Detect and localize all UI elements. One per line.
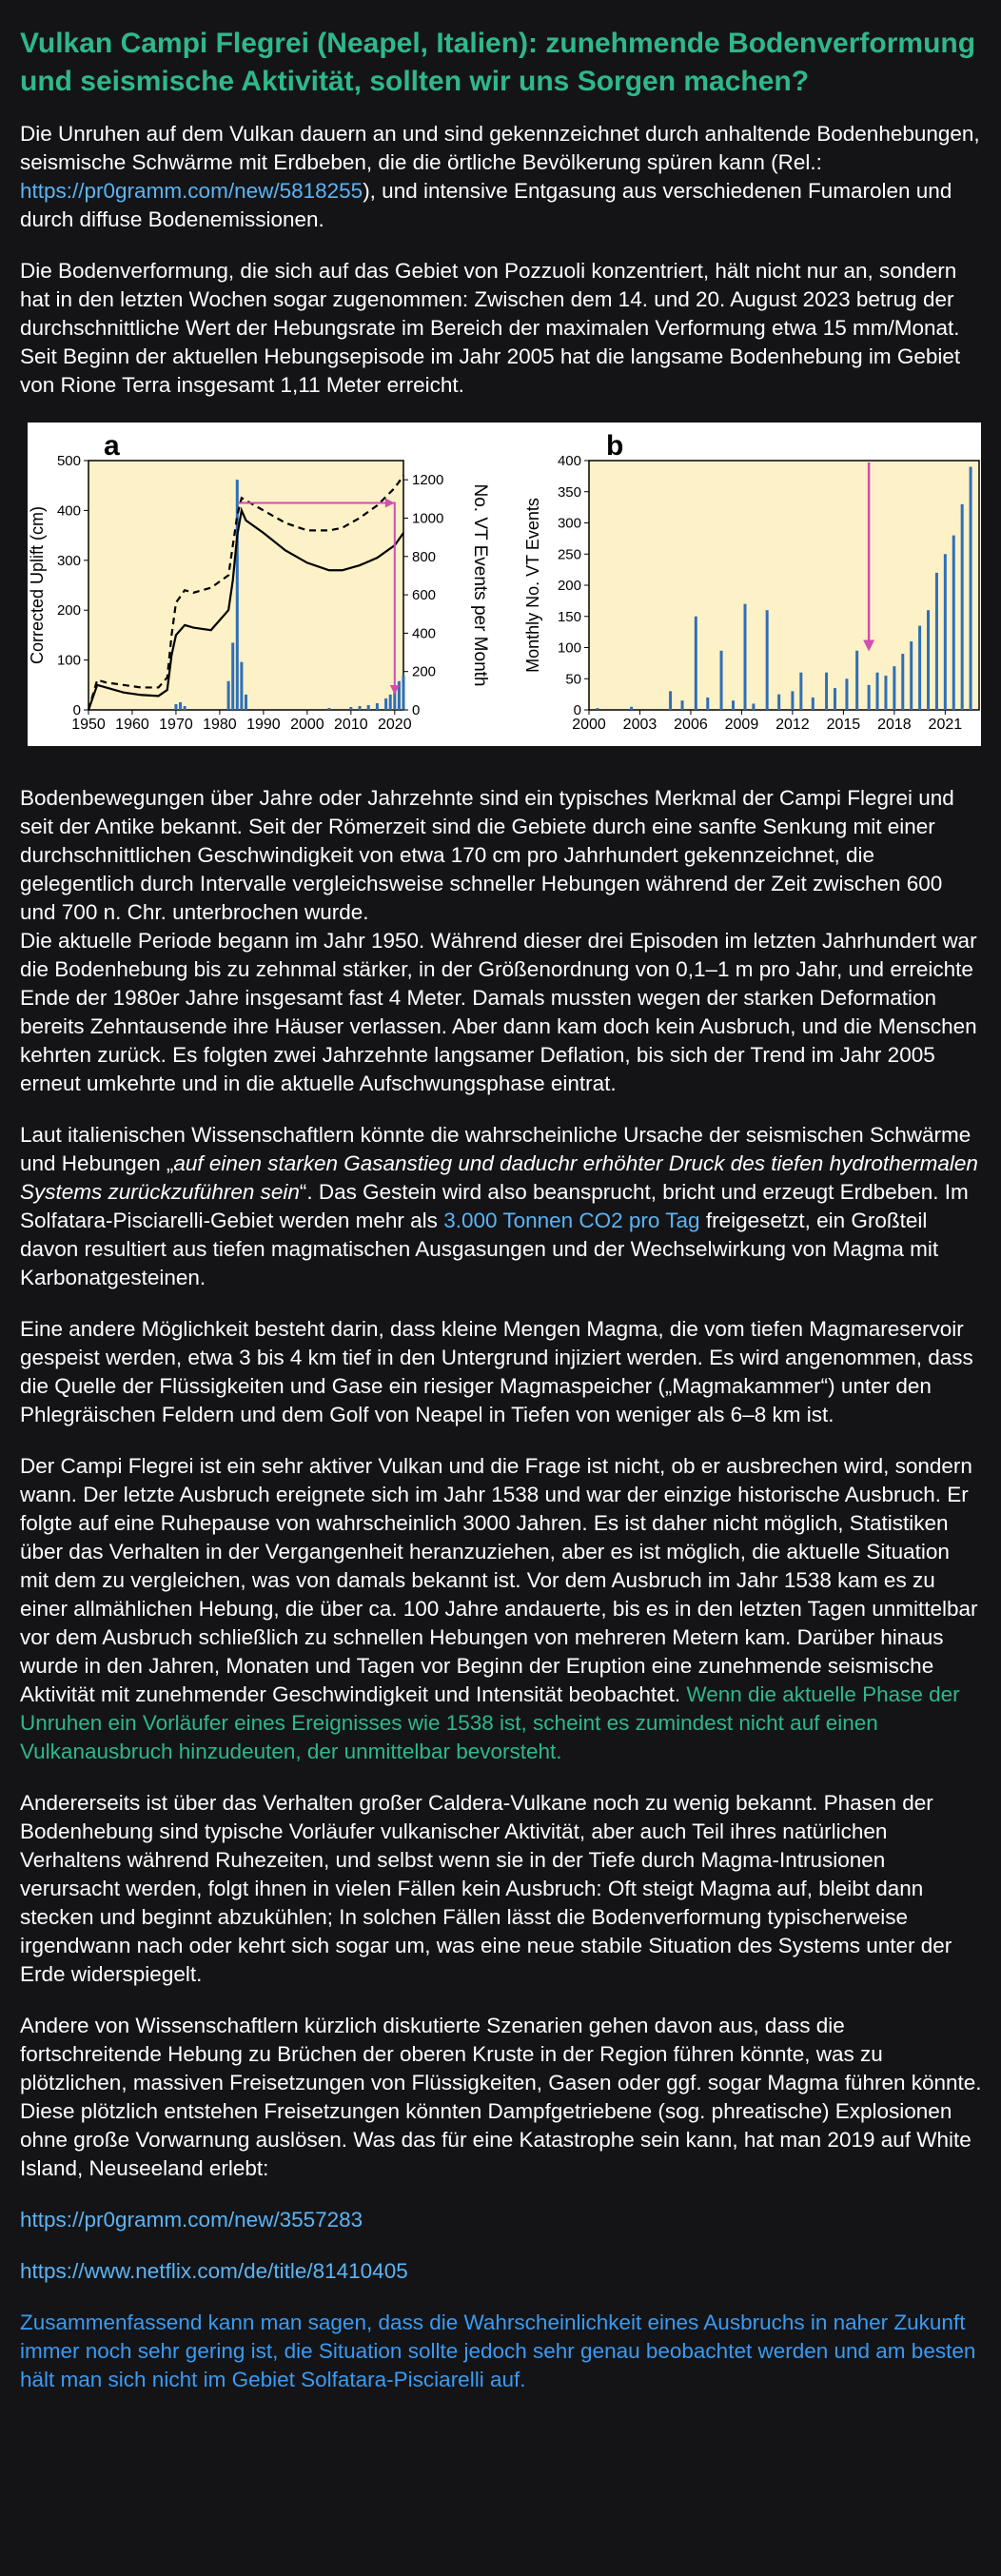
panel-a-y2-axis-label: No. VT Events per Month: [470, 483, 490, 687]
paragraph-7-text: Der Campi Flegrei ist ein sehr aktiver Vulkan und die Frage ist nicht, ob er ausbrechen wird, sondern wann. Der letzte Ausbruch ereignete sich im Jahr 1538 und war der einzige historische Ausbruch. Er folgte auf eine Ruhepause von wahrscheinlich 3000 Jahren. Es ist daher nicht möglich, Statistiken über das Verhalten in der Vergangenheit heranzuziehen, aber es ist möglich, die aktuelle Situation mit dem zu vergleichen, was von damals bekannt ist. Vor dem Ausbruch im Jahr 1538 kam es zu einer allmählichen Hebung, die über ca. 100 Jahre andauerte, bis es in den letzten Tagen unmittelbar vor dem Ausbruch schließlich zu schnellen Hebungen von mehreren Metern kam. Darüber hinaus wurde in den Jahren, Monaten und Tagen vor Beginn der Eruption eine zunehmende seismische Aktivität mit zunehmender Geschwindigkeit und Intensität beobachtet.: [20, 1454, 978, 1706]
panel-a-bar: [367, 705, 370, 710]
paragraph-9: Andere von Wissenschaftlern kürzlich diskutierte Szenarien gehen davon aus, dass die fortschreitende Hebung zu Brüchen der oberen Kruste in der Region führen könnte, was zu plötzlichen, massiven Freisetzungen von Flüssigkeiten, Gasen oder ggf. sogar Magma führen könnte. Diese plötzlich entstehen Freisetzungen könnten Dampfgetriebene (sog. phreatische) Explosionen ohne große Vorwarnung auslösen. Was das für eine Katastrophe sein kann, hat man 2019 auf White Island, Neuseeland erlebt:: [20, 2014, 982, 2180]
panel-a-y-tick-label: 500: [56, 453, 81, 469]
panel-b-y-tick-label: 250: [557, 546, 581, 563]
source-link[interactable]: https://pr0gramm.com/new/5818255: [20, 179, 363, 203]
panel-a-bar: [227, 681, 230, 710]
paragraph-5-middle: “. Das Gestein wird also beansprucht, bricht und erzeugt Erdbeben. Im Solfatara-Pisciarelli-Gebiet werden mehr als: [20, 1180, 969, 1232]
panel-b-bar: [910, 641, 913, 710]
panel-a-bar: [402, 676, 405, 710]
panel-a-bar: [349, 707, 352, 710]
conclusion: Zusammenfassend kann man sagen, dass die Wahrscheinlichkeit eines Ausbruchs in naher Zukunft immer noch sehr gering ist, die Situation sollte jedoch sehr genau beobachtet werden und am besten hält man sich nicht im Gebiet Solfatara-Pisciarelli auf.: [20, 2311, 976, 2391]
panel-b-bar: [777, 695, 780, 710]
panel-b-bar: [812, 698, 815, 710]
panel-b-x-tick-label: 2015: [826, 717, 861, 733]
panel-b-bar: [927, 610, 930, 710]
paragraph-5-end: freigesetzt, ein Großteil davon resultiert aus tiefen magmatischen Ausgasungen und der Wechselwirkung von Magma mit Karbonatgesteinen.: [20, 1209, 939, 1289]
panel-a-x-tick-label: 1960: [115, 717, 149, 733]
panel-a-y2-tick-label: 600: [412, 587, 437, 604]
panel-a-bar: [184, 706, 186, 710]
panel-b-x-tick-label: 2009: [724, 717, 759, 733]
panel-b-bar: [720, 651, 723, 710]
panel-b-bar: [791, 691, 794, 710]
panel-a-y-tick-label: 200: [56, 602, 81, 619]
panel-b-bar: [868, 685, 871, 710]
co2-link[interactable]: 3.000 Tonnen CO2 pro Tag: [443, 1209, 700, 1232]
panel-a-bar: [174, 704, 177, 710]
url-paragraph-1: [20, 2206, 982, 2234]
panel-b-bar: [876, 673, 879, 710]
url-paragraph-2: [20, 2257, 982, 2286]
panel-a-y2-tick-label: 200: [412, 663, 437, 680]
figure-svg: [28, 423, 981, 746]
paragraph-4: Die aktuelle Periode begann im Jahr 1950. Während dieser drei Episoden im letzten Jahrhundert war die Bodenhebung bis zu zehnmal stärker, in der Größenordnung von 0,1–1 m pro Jahr, und erreichte Ende der 1980er Jahre insgesamt fast 4 Meter. Damals mussten wegen der starken Deformation bereits Zehntausende ihre Häuser verlassen. Aber dann kam doch kein Ausbruch, und die Menschen kehrten zurück. Es folgten zwei Jahrzehnte langsamer Deflation, bis sich der Trend im Jahr 2005 erneut umkehrte und in die aktuelle Aufschwungsphase eintrat.: [20, 929, 977, 1095]
panel-a-bar: [376, 703, 379, 710]
paragraph-7-highlight: Wenn die aktuelle Phase der Unruhen ein Vorläufer eines Ereignisses wie 1538 ist, scheint es zumindest nicht auf einen Vulkanausbruch hinzudeuten, der unmittelbar bevorsteht.: [20, 1682, 960, 1763]
panel-b-bar: [681, 700, 684, 710]
panel-b-y-tick-label: 150: [557, 608, 581, 625]
panel-a-bar: [327, 708, 330, 710]
panel-a-bar: [179, 702, 182, 710]
panel-b-y-axis-label: Monthly No. VT Events: [523, 498, 542, 673]
panel-b-bar: [918, 626, 921, 710]
paragraph-7: [20, 1452, 982, 1766]
panel-b-x-tick-label: 2006: [674, 717, 708, 733]
panel-a-x-tick-label: 2000: [290, 717, 324, 733]
panel-b-bar: [799, 673, 802, 710]
panel-b-bar: [596, 708, 599, 710]
paragraph-8: Andererseits ist über das Verhalten großer Caldera-Vulkane noch zu wenig bekannt. Phasen der Bodenhebung sind typische Vorläufer vulkanischer Aktivität, aber auch Teil ihres natürlichen Verhaltens während Ruhezeiten, und selbst wenn sie in der Tiefe durch Magma-Intrusionen verursacht werden, folgt ihnen in vielen Fällen kein Ausbruch: Oft steigt Magma auf, bleibt dann stecken und beginnt abzukühlen; In solchen Fällen lässt die Bodenverformung typischerweise irgendwann nach oder kehrt sich sogar um, was eine neue stabile Situation des Systems unter der Erde widerspiegelt.: [20, 1791, 952, 1986]
panel-b-bar: [961, 504, 964, 710]
netflix-link[interactable]: https://www.netflix.com/de/title/81410405: [20, 2259, 408, 2283]
panel-b-y-tick-label: 350: [557, 483, 581, 501]
panel-a-bar: [240, 662, 243, 710]
panel-b-x-tick-label: 2018: [877, 717, 912, 733]
paragraph-5-quote: auf einen starken Gasanstieg und daduchr erhöhter Druck des tiefen hydrothermalen Systems zurückzuführen sein: [20, 1151, 978, 1204]
panel-b-x-tick-label: 2021: [928, 717, 963, 733]
panel-b-bar: [706, 698, 709, 710]
panel-a-x-tick-label: 1990: [246, 717, 281, 733]
panel-a-y-tick-label: 100: [56, 652, 81, 669]
panel-a-y2-tick-label: 1200: [412, 472, 444, 489]
panel-b-bar: [669, 691, 672, 710]
panel-b-bar: [732, 700, 735, 710]
pr0gramm-link[interactable]: https://pr0gramm.com/new/3557283: [20, 2208, 363, 2232]
panel-a-bar: [231, 642, 234, 710]
panel-b-bar: [944, 554, 947, 710]
panel-b-bar: [695, 617, 697, 710]
panel-a-y2-tick-label: 400: [412, 625, 437, 642]
paragraph-1-start: Die Unruhen auf dem Vulkan dauern an und sind gekennzeichnet durch anhaltende Bodenhebungen, seismische Schwärme mit Erdbeben, die die örtliche Bevölkerung spüren kann (Rel.:: [20, 122, 980, 174]
panel-b-bar: [952, 536, 955, 710]
panel-b-x-tick-label: 2003: [622, 717, 658, 733]
panel-a-y2-tick-label: 1000: [412, 510, 444, 527]
panel-b-bar: [630, 707, 633, 710]
panel-b-y-tick-label: 100: [557, 639, 581, 657]
panel-b-bar: [766, 610, 769, 710]
panel-b-bar: [752, 703, 755, 710]
panel-b-bar: [744, 604, 747, 710]
panel-b-bar: [855, 651, 858, 710]
panel-b-bar: [884, 676, 887, 710]
panel-a-x-tick-label: 1950: [71, 717, 106, 733]
paragraph-3: Bodenbewegungen über Jahre oder Jahrzehnte sind ein typisches Merkmal der Campi Flegrei und seit der Antike bekannt. Seit der Römerzeit sind die Gebiete durch eine sanfte Senkung mit einer durchschnittlichen Geschwindigkeit von etwa 170 cm pro Jahrhundert gekennzeichnet, die gelegentlich durch Intervalle vergleichsweise schneller Hebungen während der Zeit zwischen 600 und 700 n. Chr. unterbrochen wurde.: [20, 786, 954, 924]
panel-b-x-tick-label: 2000: [572, 717, 606, 733]
panel-b-bar: [834, 688, 836, 710]
panel-b-bar: [901, 654, 904, 710]
panel-a-label: a: [104, 430, 120, 462]
panel-b-y-tick-label: 50: [565, 671, 581, 688]
uplift-seismicity-figure: [28, 423, 981, 746]
paragraph-5-start: Laut italienischen Wissenschaftlern könnte die wahrscheinliche Ursache der seismischen Schwärme und Hebungen „: [20, 1123, 972, 1175]
panel-a-x-tick-label: 1980: [203, 717, 237, 733]
panel-a-bar: [359, 706, 362, 710]
panel-a-x-tick-label: 2010: [334, 717, 368, 733]
panel-b-label: b: [606, 430, 624, 462]
panel-a-plot-area: [88, 461, 403, 710]
panel-b-bar: [893, 666, 895, 710]
panel-b-bar: [970, 467, 972, 710]
panel-a-y-axis-label: Corrected Uplift (cm): [28, 505, 47, 665]
panel-a-bar: [384, 698, 387, 710]
panel-b-y-tick-label: 200: [557, 578, 581, 594]
panel-a-y-tick-label: 300: [56, 552, 81, 569]
paragraph-2: Die Bodenverformung, die sich auf das Gebiet von Pozzuoli konzentriert, hält nicht nur an, sondern hat in den letzten Wochen sogar zugenommen: Zwischen dem 14. und 20. August 2023 betrug der durchschnittliche Wert der Hebungsrate im Bereich der maximalen Verformung etwa 15 mm/Monat. Seit Beginn der aktuellen Hebungsepisode im Jahr 2005 hat die langsame Bodenhebung im Gebiet von Rione Terra insgesamt 1,11 Meter erreicht.: [20, 259, 961, 397]
paragraph-1-end: ), und intensive Entgasung aus verschiedenen Fumarolen und durch diffuse Bodenemissionen.: [20, 179, 952, 231]
panel-b-y-tick-label: 300: [557, 515, 581, 532]
panel-b-bar: [935, 573, 938, 710]
panel-a-bar: [236, 480, 239, 710]
panel-a-y-tick-label: 400: [56, 502, 81, 520]
panel-a-y2-tick-label: 0: [412, 702, 421, 718]
panel-b-x-tick-label: 2012: [775, 717, 810, 733]
panel-a-y2-tick-label: 800: [412, 548, 437, 565]
panel-b-y-tick-label: 400: [557, 453, 581, 469]
panel-b-bar: [825, 673, 828, 710]
panel-b-y-tick-label: 0: [573, 702, 581, 718]
panel-a-y-tick-label: 0: [72, 702, 81, 718]
panel-a-bar: [389, 695, 392, 710]
panel-b-bar: [845, 678, 848, 710]
panel-a-bar: [245, 695, 247, 710]
article-title: Vulkan Campi Flegrei (Neapel, Italien): zunehmende Bodenverformung und seismische Aktivität, sollten wir uns Sorgen machen?: [20, 28, 976, 97]
paragraph-6: Eine andere Möglichkeit besteht darin, dass kleine Mengen Magma, die vom tiefen Magmareservoir gespeist werden, etwa 3 bis 4 km tief in den Untergrund injiziert werden. Es wird angenommen, dass die Quelle der Flüssigkeiten und Gase ein riesiger Magmaspeicher („Magmakammer“) unter den Phlegräischen Feldern und dem Golf von Neapel in Tiefen von weniger als 6–8 km ist.: [20, 1317, 973, 1426]
paragraph-5: [20, 1121, 982, 1292]
panel-a-x-tick-label: 2020: [378, 717, 412, 733]
paragraph-1: [20, 120, 982, 234]
panel-a-x-tick-label: 1970: [159, 717, 193, 733]
